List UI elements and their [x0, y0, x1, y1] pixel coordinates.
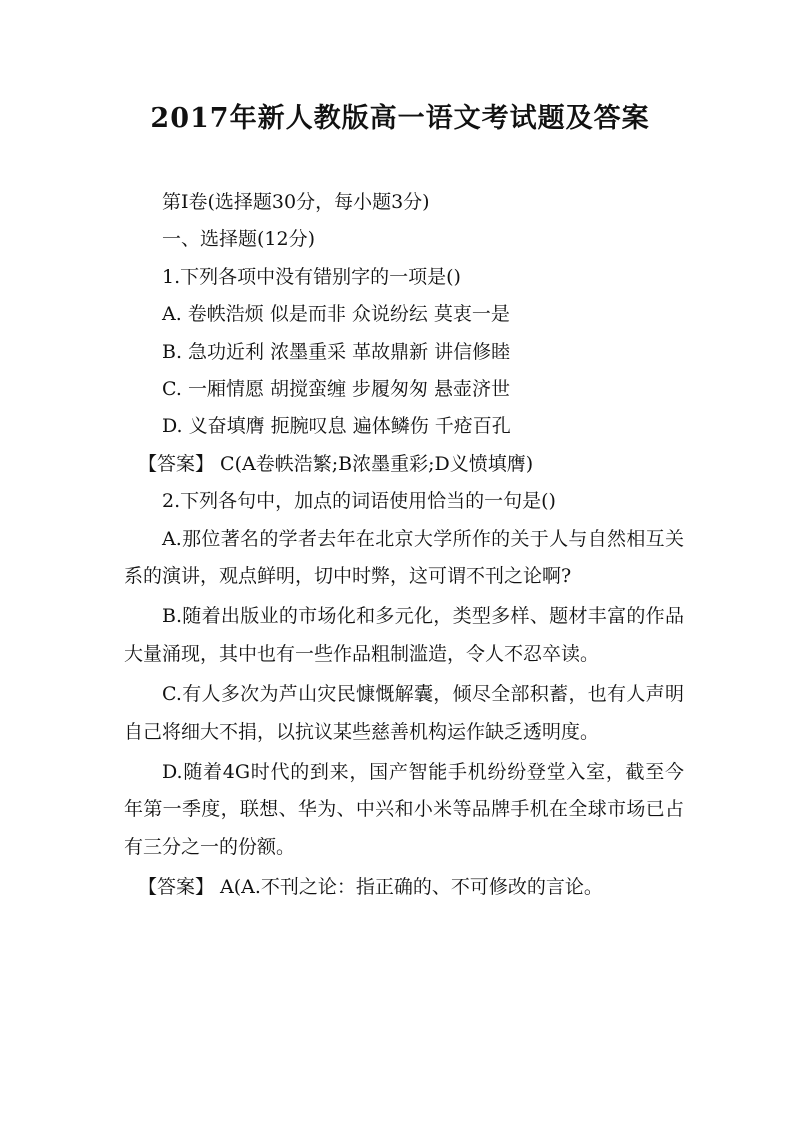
- question-2-option-a: A.那位著名的学者去年在北京大学所作的关于人与自然相互关系的演讲，观点鲜明，切中时弊，这可谓不刊之论啊?: [124, 527, 684, 587]
- question-1-stem: 1.下列各项中没有错别字的一项是(): [162, 265, 461, 288]
- page-title: 2017年新人教版高一语文考试题及答案: [150, 103, 650, 134]
- question-1-option-c: C. 一厢情愿 胡搅蛮缠 步履匆匆 悬壶济世: [162, 377, 511, 400]
- question-2-stem: 2.下列各句中，加点的词语使用恰当的一句是(): [162, 490, 556, 513]
- question-1-answer: 【答案】 C(A卷帙浩繁;B浓墨重彩;D义愤填膺): [138, 452, 534, 475]
- section-header: 第Ⅰ卷(选择题30分，每小题3分): [162, 191, 430, 213]
- document-body: [124, 184, 700, 907]
- question-1-option-a: A. 卷帙浩烦 似是而非 众说纷纭 莫衷一是: [162, 303, 510, 326]
- question-1-option-b: B. 急功近利 浓墨重采 革故鼎新 讲信修睦: [162, 340, 511, 363]
- question-2-option-b: B.随着出版业的市场化和多元化，类型多样、题材丰富的作品大量涌现，其中也有一些作品粗制滥造，令人不忍卒读。: [124, 605, 684, 665]
- part-heading: 一、选择题(12分): [162, 228, 316, 251]
- question-2-option-d: D.随着4G时代的到来，国产智能手机纷纷登堂入室，截至今年第一季度，联想、华为、中兴和小米等品牌手机在全球市场已占有三分之一的份额。: [124, 760, 684, 858]
- question-2-option-c: C.有人多次为芦山灾民慷慨解囊，倾尽全部积蓄，也有人声明自己将细大不捐，以抗议某些慈善机构运作缺乏透明度。: [124, 683, 684, 743]
- question-1-option-d: D. 义奋填膺 扼腕叹息 遍体鳞伤 千疮百孔: [162, 415, 511, 438]
- question-2-answer: 【答案】 A(A.不刊之论：指正确的、不可修改的言论。: [138, 876, 603, 899]
